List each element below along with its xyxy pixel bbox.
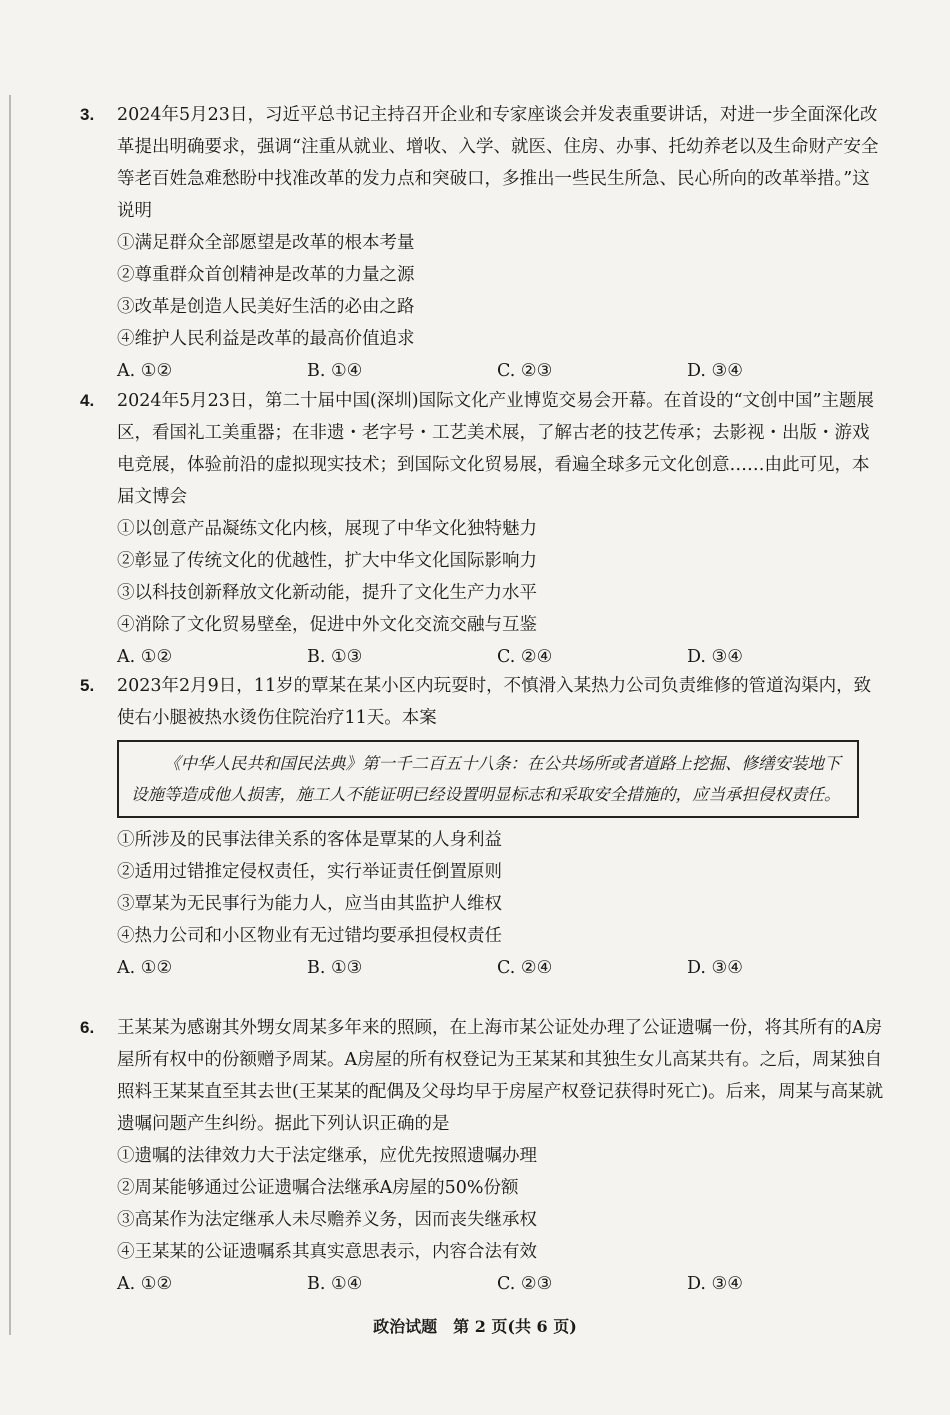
choice-a: A. ①② (117, 647, 173, 667)
choice-b: B. ①④ (307, 361, 363, 381)
choice-c: C. ②③ (497, 1274, 553, 1294)
question-4 (80, 385, 886, 673)
option-item: ②适用过错推定侵权责任，实行举证责任倒置原则 (117, 862, 502, 882)
answer-choices (117, 355, 886, 387)
option-item: ②周某能够通过公证遗嘱合法继承A房屋的50%份额 (117, 1178, 519, 1198)
question-6 (80, 1012, 886, 1300)
choice-a: A. ①② (117, 1274, 173, 1294)
law-excerpt-box: 《中华人民共和国民法典》第一千二百五十八条：在公共场所或者道路上挖掘、修缮安装地下设施等造成他人损害，施工人不能证明已经设置明显标志和采取安全措施的，应当承担侵权责任。 (117, 740, 859, 818)
choice-b: B. ①③ (307, 958, 363, 978)
option-item: ③改革是创造人民美好生活的必由之路 (117, 297, 415, 317)
option-item: ④消除了文化贸易壁垒，促进中外文化交流交融与互鉴 (117, 615, 537, 635)
choice-c: C. ②④ (497, 958, 553, 978)
question-stem: 2023年2月9日，11岁的覃某在某小区内玩耍时，不慎滑入某热力公司负责维修的管道沟渠内，致使右小腿被热水烫伤住院治疗11天。本案 (117, 676, 872, 728)
choice-d: D. ③④ (687, 1274, 743, 1294)
option-item: ③高某作为法定继承人未尽赡养义务，因而丧失继承权 (117, 1210, 537, 1230)
page-footer: 政治试题 第 2 页(共 6 页) (373, 1317, 577, 1336)
option-item: ④热力公司和小区物业有无过错均要承担侵权责任 (117, 926, 502, 946)
choice-d: D. ③④ (687, 958, 743, 978)
answer-choices (117, 641, 886, 673)
option-item: ②尊重群众首创精神是改革的力量之源 (117, 265, 415, 285)
question-number: 5. (80, 676, 95, 695)
question-number: 6. (80, 1018, 95, 1037)
option-item: ①以创意产品凝练文化内核，展现了中华文化独特魅力 (117, 519, 537, 539)
question-5 (80, 670, 886, 984)
option-item: ④维护人民利益是改革的最高价值追求 (117, 329, 415, 349)
choice-b: B. ①④ (307, 1274, 363, 1294)
question-stem: 2024年5月23日，习近平总书记主持召开企业和专家座谈会并发表重要讲话，对进一步全面深化改革提出明确要求，强调“注重从就业、增收、入学、就医、住房、办事、托幼养老以及生命财产安全等老百姓急难愁盼中找准改革的发力点和突破口，多推出一些民生所急、民心所向的改革举措。”这说明 (117, 105, 879, 221)
option-item: ①所涉及的民事法律关系的客体是覃某的人身利益 (117, 830, 502, 850)
question-number: 4. (80, 391, 95, 410)
question-stem: 2024年5月23日，第二十届中国(深圳)国际文化产业博览交易会开幕。在首设的“文创中国”主题展区，看国礼工美重器；在非遗・老字号・工艺美术展，了解古老的技艺传承；去影视・出版・游戏电竞展，体验前沿的虚拟现实技术；到国际文化贸易展，看遍全球多元文化创意……由此可见，本届文博会 (117, 391, 874, 507)
choice-d: D. ③④ (687, 647, 743, 667)
question-number: 3. (80, 105, 95, 124)
choice-c: C. ②③ (497, 361, 553, 381)
question-3 (80, 99, 886, 387)
option-item: ①满足群众全部愿望是改革的根本考量 (117, 233, 415, 253)
option-item: ③覃某为无民事行为能力人，应当由其监护人维权 (117, 894, 502, 914)
choice-a: A. ①② (117, 958, 173, 978)
answer-choices (117, 952, 886, 984)
option-item: ②彰显了传统文化的优越性，扩大中华文化国际影响力 (117, 551, 537, 571)
question-stem: 王某某为感谢其外甥女周某多年来的照顾，在上海市某公证处办理了公证遗嘱一份，将其所有的A房屋所有权中的份额赠予周某。A房屋的所有权登记为王某某和其独生女儿高某共有。之后，周某独自照料王某某直至其去世(王某某的配偶及父母均早于房屋产权登记获得时死亡)。后来，周某与高某就遗嘱问题产生纠纷。据此下列认识正确的是 (117, 1018, 884, 1134)
choice-b: B. ①③ (307, 647, 363, 667)
choice-a: A. ①② (117, 361, 173, 381)
margin-line (9, 95, 11, 1335)
choice-d: D. ③④ (687, 361, 743, 381)
option-item: ①遗嘱的法律效力大于法定继承，应优先按照遗嘱办理 (117, 1146, 537, 1166)
option-item: ④王某某的公证遗嘱系其真实意思表示，内容合法有效 (117, 1242, 537, 1262)
answer-choices (117, 1268, 886, 1300)
option-item: ③以科技创新释放文化新动能，提升了文化生产力水平 (117, 583, 537, 603)
choice-c: C. ②④ (497, 647, 553, 667)
